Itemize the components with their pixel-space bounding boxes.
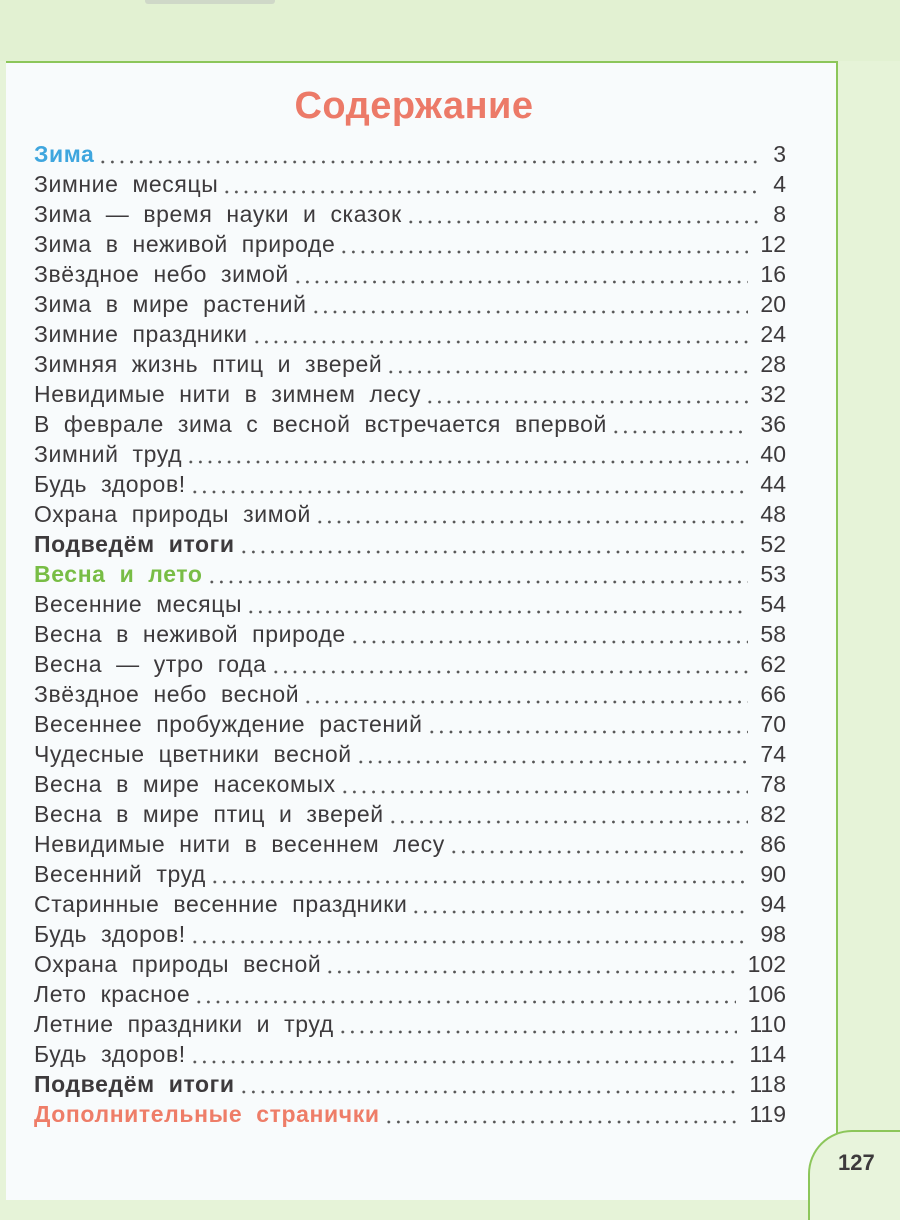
toc-entry[interactable]: [34, 919, 786, 949]
toc-entry[interactable]: [34, 1009, 786, 1039]
toc-entry-title: Подведём итоги: [34, 1071, 235, 1097]
toc-entry-title: Чудесные цветники весной: [34, 741, 352, 767]
toc-entry-page: 110: [749, 1011, 786, 1037]
toc-entry-title: Невидимые нити в весеннем лесу: [34, 831, 445, 857]
dot-leader: [425, 379, 748, 409]
toc-entry[interactable]: [34, 469, 786, 499]
toc-entry-title: Невидимые нити в зимнем лесу: [34, 381, 422, 407]
dot-leader: [427, 709, 749, 739]
toc-entry-title: Охрана природы весной: [34, 951, 322, 977]
toc-entry-page: 44: [760, 471, 786, 497]
toc-entry[interactable]: [34, 319, 786, 349]
toc-entry-page: 119: [749, 1101, 786, 1127]
toc-entry-title: Звёздное небо зимой: [34, 261, 289, 287]
toc-entry-page: 82: [760, 801, 786, 827]
toc-entry-page: 48: [760, 501, 786, 527]
toc-entry-title: Зимняя жизнь птиц и зверей: [34, 351, 383, 377]
toc-entry[interactable]: [34, 169, 786, 199]
toc-entry-title: Зима — время науки и сказок: [34, 201, 402, 227]
toc-entry-page: 102: [747, 951, 786, 977]
toc-entry-title: Весна — утро года: [34, 651, 267, 677]
toc-entry-title: Зима в неживой природе: [34, 231, 336, 257]
toc-entry-title: Зимние праздники: [34, 321, 248, 347]
toc-entry-page: 20: [760, 291, 786, 317]
toc-entry[interactable]: [34, 259, 786, 289]
toc-entry-title: Весна в мире насекомых: [34, 771, 336, 797]
toc-entry[interactable]: [34, 859, 786, 889]
dot-leader: [406, 199, 761, 229]
toc-entry-page: 58: [760, 621, 786, 647]
dot-leader: [384, 1099, 738, 1129]
dot-leader: [388, 799, 749, 829]
dot-leader: [325, 949, 735, 979]
toc-entry-page: 90: [760, 861, 786, 887]
toc-entry[interactable]: [34, 799, 786, 829]
toc-entry-page: 3: [773, 141, 786, 167]
toc-entry-page: 86: [760, 831, 786, 857]
toc-entry[interactable]: [34, 289, 786, 319]
page-title: Содержание: [294, 85, 534, 127]
toc-entry-page: 70: [760, 711, 786, 737]
toc-entry-title: Весна в мире птиц и зверей: [34, 801, 384, 827]
toc-entry-page: 94: [760, 891, 786, 917]
toc-entry-title: Дополнительные странички: [34, 1101, 380, 1127]
toc-entry-page: 24: [760, 321, 786, 347]
dot-leader: [611, 409, 748, 439]
dot-leader: [246, 589, 748, 619]
toc-entry-page: 78: [760, 771, 786, 797]
toc-entry-title: Подведём итоги: [34, 531, 235, 557]
toc-entry[interactable]: [34, 679, 786, 709]
dot-leader: [449, 829, 749, 859]
toc-entry-title: Зима в мире растений: [34, 291, 307, 317]
toc-entry-page: 114: [749, 1041, 786, 1067]
dot-leader: [411, 889, 748, 919]
toc-entry-title: Весна и лето: [34, 561, 203, 587]
toc-entry-title: Весеннее пробуждение растений: [34, 711, 423, 737]
toc-entry-page: 40: [760, 441, 786, 467]
dot-leader: [315, 499, 748, 529]
dot-leader: [190, 1039, 738, 1069]
toc-entry-page: 4: [773, 171, 786, 197]
toc-entry[interactable]: [34, 889, 786, 919]
toc-entry-title: Весенние месяцы: [34, 591, 243, 617]
toc-entry-page: 52: [760, 531, 786, 557]
toc-entry[interactable]: [34, 979, 786, 1009]
dot-leader: [194, 979, 735, 1009]
toc-entry[interactable]: [34, 769, 786, 799]
toc-entry[interactable]: [34, 439, 786, 469]
toc-entry-page: 53: [760, 561, 786, 587]
toc-entry-page: 74: [760, 741, 786, 767]
toc-entry[interactable]: [34, 949, 786, 979]
toc-entry-page: 28: [760, 351, 786, 377]
dot-leader: [338, 1009, 738, 1039]
toc-entry[interactable]: [34, 1069, 786, 1099]
toc-entry-page: 12: [760, 231, 786, 257]
toc-entry[interactable]: [34, 559, 786, 589]
toc-entry-page: 36: [760, 411, 786, 437]
toc-entry[interactable]: [34, 709, 786, 739]
toc-entry[interactable]: [34, 1039, 786, 1069]
dot-leader: [293, 259, 749, 289]
toc-entry[interactable]: [34, 619, 786, 649]
top-green-band: [0, 0, 900, 61]
dot-leader: [271, 649, 749, 679]
dot-leader: [356, 739, 749, 769]
dot-leader: [252, 319, 749, 349]
top-decoration: [145, 0, 275, 4]
toc-entry[interactable]: [34, 349, 786, 379]
toc-entry-title: Летние праздники и труд: [34, 1011, 334, 1037]
toc-entry[interactable]: [34, 589, 786, 619]
toc-entry-title: Весна в неживой природе: [34, 621, 346, 647]
dot-leader: [386, 349, 748, 379]
dot-leader: [340, 769, 749, 799]
dot-leader: [339, 229, 748, 259]
dot-leader: [303, 679, 748, 709]
dot-leader: [98, 139, 761, 169]
toc-entry-title: Охрана природы зимой: [34, 501, 311, 527]
dot-leader: [311, 289, 749, 319]
dot-leader: [239, 1069, 738, 1099]
toc-entry-title: Зима: [34, 141, 95, 167]
toc-entry-page: 16: [760, 261, 786, 287]
dot-leader: [186, 439, 748, 469]
toc-entry-title: Будь здоров!: [34, 471, 186, 497]
page-number: 127: [838, 1150, 875, 1175]
toc-entry[interactable]: [34, 139, 786, 169]
toc-entry-title: Будь здоров!: [34, 921, 186, 947]
toc-entry-page: 54: [760, 591, 786, 617]
toc-entry-title: Зимние месяцы: [34, 171, 219, 197]
dot-leader: [210, 859, 748, 889]
dot-leader: [207, 559, 749, 589]
contents-panel: [6, 61, 838, 1200]
toc-entry-title: В феврале зима с весной встречается впервой: [34, 411, 608, 437]
dot-leader: [222, 169, 761, 199]
toc-entry-title: Зимний труд: [34, 441, 183, 467]
toc-entry[interactable]: [34, 229, 786, 259]
toc-entry-page: 66: [760, 681, 786, 707]
toc-entry-page: 118: [749, 1071, 786, 1097]
toc-entry[interactable]: [34, 499, 786, 529]
toc-entry[interactable]: [34, 829, 786, 859]
dot-leader: [239, 529, 749, 559]
toc-entry-page: 32: [760, 381, 786, 407]
dot-leader: [190, 469, 749, 499]
toc-entry-page: 106: [747, 981, 786, 1007]
toc-entry-page: 98: [760, 921, 786, 947]
toc-entry-title: Старинные весенние праздники: [34, 891, 408, 917]
toc-entry[interactable]: [34, 1099, 786, 1129]
toc-entry-title: Весенний труд: [34, 861, 206, 887]
dot-leader: [350, 619, 749, 649]
toc-entry[interactable]: [34, 379, 786, 409]
toc-entry[interactable]: [34, 529, 786, 559]
toc-entry-page: 62: [760, 651, 786, 677]
toc-entry[interactable]: [34, 649, 786, 679]
toc-entry[interactable]: [34, 739, 786, 769]
toc-entry[interactable]: [34, 409, 786, 439]
dot-leader: [190, 919, 749, 949]
toc-entry-page: 8: [773, 201, 786, 227]
toc-entry-title: Звёздное небо весной: [34, 681, 300, 707]
toc-entry[interactable]: [34, 199, 786, 229]
toc-entry-title: Будь здоров!: [34, 1041, 186, 1067]
toc-entry-title: Лето красное: [34, 981, 191, 1007]
